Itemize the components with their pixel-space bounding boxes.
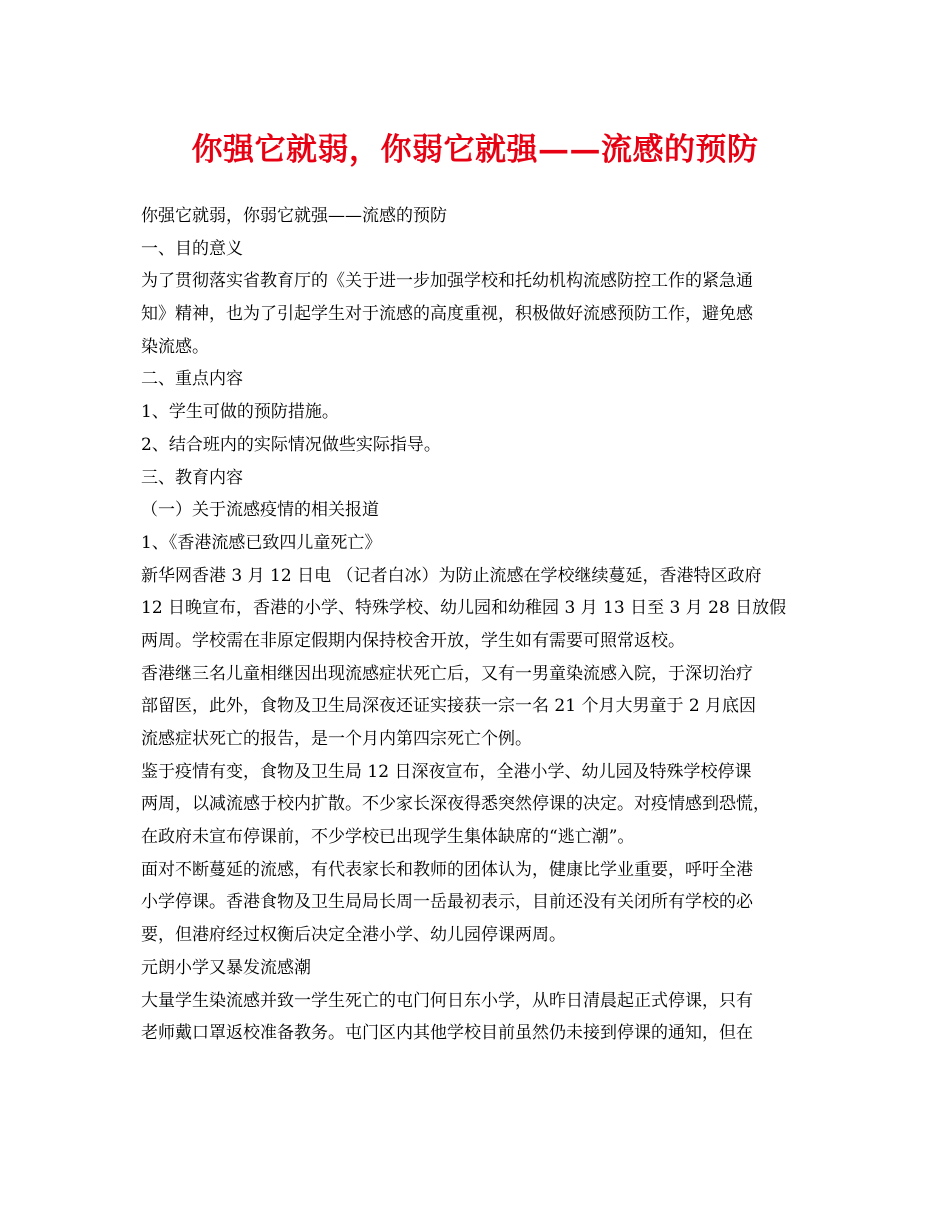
- text-line: 知》精神，也为了引起学生对于流感的高度重视，积极做好流感预防工作，避免感: [141, 304, 753, 325]
- text-line: 染流感。: [141, 336, 209, 357]
- text-line: 要，但港府经过权衡后决定全港小学、幼儿园停课两周。: [141, 925, 566, 946]
- text-line: 香港继三名儿童相继因出现流感症状死亡后，又有一男童染流感入院，于深切治疗: [141, 663, 753, 684]
- text-line: 小学停课。香港食物及卫生局局长周一岳最初表示，目前还没有关闭所有学校的必: [141, 892, 753, 913]
- list-item: 2、结合班内的实际情况做些实际指导。: [141, 434, 441, 455]
- document-title: 你强它就弱，你弱它就强——流感的预防: [191, 132, 759, 168]
- article-heading: 1、《香港流感已致四儿童死亡》: [141, 532, 382, 553]
- text-line: 两周，以减流感于校内扩散。不少家长深夜得悉突然停课的决定。对疫情感到恐慌，: [141, 794, 770, 815]
- subsection-heading: 元朗小学又暴发流感潮: [141, 957, 311, 978]
- text-line: 面对不断蔓延的流感，有代表家长和教师的团体认为，健康比学业重要，呼吁全港: [141, 859, 753, 880]
- text-line: 两周。学校需在非原定假期内保持校舍开放，学生如有需要可照常返校。: [141, 630, 685, 651]
- text-line: 新华网香港 3 月 12 日电 （记者白冰）为防止流感在学校继续蔓延，香港特区政府: [141, 565, 762, 586]
- section-heading: 一、目的意义: [141, 238, 243, 259]
- text-line: 鉴于疫情有变，食物及卫生局 12 日深夜宣布，全港小学、幼儿园及特殊学校停课: [141, 761, 752, 782]
- text-line: 你强它就弱，你弱它就强——流感的预防: [141, 206, 447, 226]
- section-heading: 三、教育内容: [141, 467, 243, 488]
- list-item: 1、学生可做的预防措施。: [141, 402, 339, 423]
- subsection-heading: （一）关于流感疫情的相关报道: [141, 500, 379, 521]
- text-line: 在政府未宣布停课前，不少学校已出现学生集体缺席的“逃亡潮”。: [141, 827, 635, 848]
- text-line: 部留医，此外，食物及卫生局深夜还证实接获一宗一名 21 个月大男童于 2 月底因: [141, 696, 757, 717]
- text-line: 大量学生染流感并致一学生死亡的屯门何日东小学，从昨日清晨起正式停课，只有: [141, 990, 753, 1011]
- document-body: [141, 200, 821, 1050]
- text-line: 12 日晚宣布，香港的小学、特殊学校、幼儿园和幼稚园 3 月 13 日至 3 月 28 日放假: [141, 598, 787, 619]
- text-line: 老师戴口罩返校准备教务。屯门区内其他学校目前虽然仍未接到停课的通知，但在: [141, 1023, 753, 1044]
- text-line: 流感症状死亡的报告，是一个月内第四宗死亡个例。: [141, 729, 532, 749]
- section-heading: 二、重点内容: [141, 369, 243, 390]
- text-line: 为了贯彻落实省教育厅的《关于进一步加强学校和托幼机构流感防控工作的紧急通: [141, 271, 753, 292]
